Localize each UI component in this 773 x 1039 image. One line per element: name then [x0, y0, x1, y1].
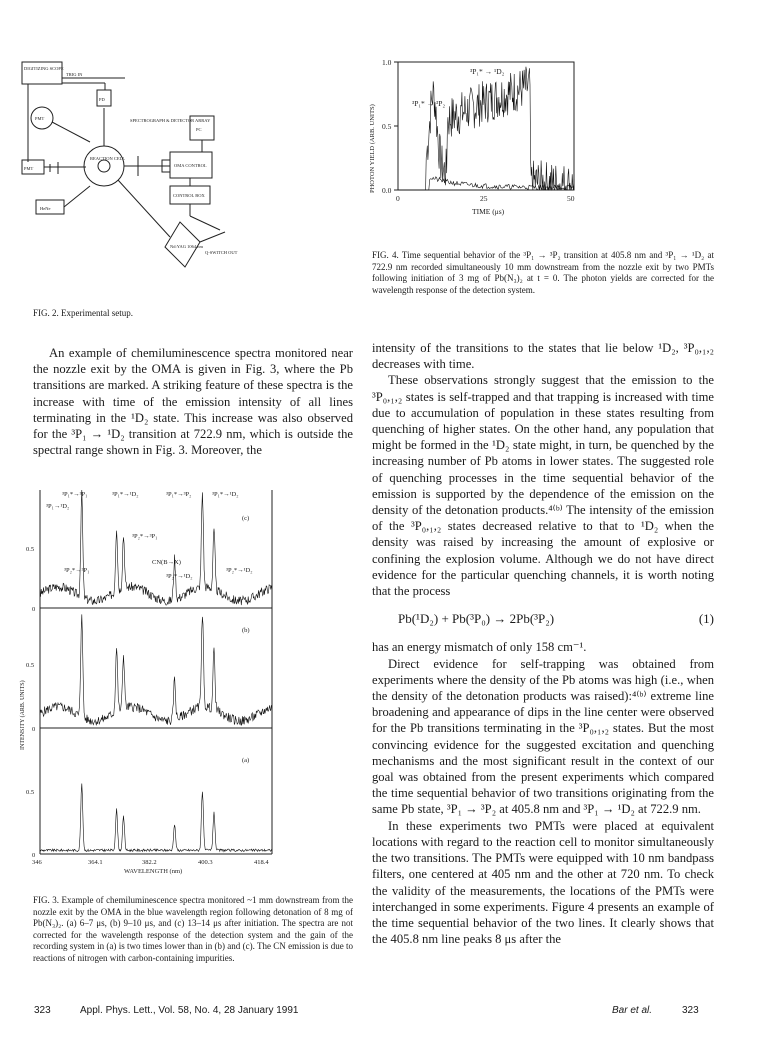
fig3-panel-c: (c)	[242, 515, 250, 522]
equation-1	[398, 611, 714, 627]
hene-label: HeNe	[40, 206, 51, 211]
oscope-label: DIGITIZING SCOPE	[24, 66, 64, 71]
fig3-spectra	[16, 480, 316, 875]
fig2-setup-diagram	[20, 52, 280, 277]
fig4-ytick-1: 1.0	[382, 58, 392, 67]
fig4-frame	[398, 62, 574, 190]
right-column-text	[372, 340, 714, 947]
fig3-top-ann-1: ³P₁*→³P₁	[62, 491, 88, 498]
fig3-cn-ann: CN(B→X)	[152, 559, 181, 566]
fig3-ytick-a0: 0	[32, 852, 36, 859]
fig3-ytick-b05: 0.5	[26, 662, 35, 669]
pd-label: PD	[99, 97, 105, 102]
pc-label: PC	[196, 127, 202, 132]
fig3-ytick-c05: 0.5	[26, 546, 35, 553]
fig3-mid-ann: ³P₂*→³P₁	[132, 533, 158, 540]
fig4-series-upper	[398, 67, 574, 190]
fig3-left-ann: ³P₁→¹D₂	[46, 503, 70, 510]
fig3-top-ann-3: ³P₁*→³P₂	[166, 491, 192, 498]
oma-label: OMA CONTROL	[174, 163, 207, 168]
fig4-ylabel: PHOTON YIELD (ARB. UNITS)	[369, 104, 376, 193]
fig3-ylabel: INTENSITY (ARB. UNITS)	[20, 680, 26, 750]
fig4-xtick-25: 25	[480, 194, 488, 203]
fig4-annotation-lower: ³P₁* → ³P₂	[412, 99, 446, 108]
qswitch-label: Q-SWITCH OUT	[205, 250, 238, 255]
fig3-xtick-3: 382.2	[142, 859, 157, 866]
equation-number: (1)	[698, 611, 714, 627]
fig3-ytick-c0: 0	[32, 606, 36, 613]
fig3-xtick-2: 364.1	[88, 859, 103, 866]
spectrograph-label: SPECTROGRAPH & DETECTOR ARRAY	[130, 118, 211, 123]
fig3-ytick-b0: 0	[32, 726, 36, 733]
fig3-spectrum-c	[40, 490, 272, 605]
footer-authors: Bar et al.	[612, 1005, 653, 1016]
fig3-xlabel: WAVELENGTH (nm)	[124, 868, 183, 875]
right-paragraph-2: These observations strongly suggest that the emission to the ³P₀,₁,₂ states is self-trapped and that trapping is increased with time due to accumulation of population in these states resulting from quenching of higher states. On the other hand, any population that might be formed in the ¹D₂ state might, in turn, be quenched by the increasing number of Pb atoms in lower states. The suggested role of quenching processes in the time sequential behavior of the emission is supported by the dependence of the emission on the density of the detonation products.⁴⁽ᵇ⁾ The intensity of the emission of the ³P₀,₁,₂ states decreased relative to that to ¹D₂ when the density was raised by increasing the amount of explosive or confining the explosion volume. Although we do not have direct evidence for the particular quenching channels, it is worth noting that the process	[372, 373, 714, 599]
fig3-xtick-1: 346	[32, 859, 42, 866]
fig4-xtick-50: 50	[567, 194, 575, 203]
right-paragraph-4: Direct evidence for self-trapping was obtained from experiments where the density of the Pb atoms was high (i.e., when the density of the detonation products was raised):⁴⁽ᵇ⁾ extreme line broadening and appearance of dips in the line center were observed for the Pb transitions terminating in the ³P₀,₁,₂ states. But the most convincing evidence for the suggested excitation and quenching mechanisms and the most significant result in the context of our goal was obtained from the present experiments which compared the time sequential behavior of two transitions originating from the same Pb state, ³P₁ → ³P₂ at 405.8 nm and ³P₁ → ¹D₂ at 722.9 nm.	[372, 656, 714, 817]
fig3-xtick-5: 418.4	[254, 859, 269, 866]
yag-label: Nd:YAG 1064 nm	[170, 244, 204, 249]
fig2-caption: FIG. 2. Experimental setup.	[33, 308, 133, 318]
fig4-xlabel: TIME (μs)	[472, 207, 505, 216]
control-label: CONTROL BOX	[173, 193, 205, 198]
footer-journal: Appl. Phys. Lett., Vol. 58, No. 4, 28 January 1991	[80, 1005, 299, 1016]
fig3-spectrum-a	[40, 784, 272, 852]
equation-body: Pb(¹D₂) + Pb(³P₀) → 2Pb(³P₂)	[398, 611, 555, 627]
fig4-ytick-0: 0.0	[382, 186, 392, 195]
right-paragraph-5: In these experiments two PMTs were placed at equivalent locations with regard to the reaction cell to monitor simultaneously the two transitions. The PMTs were equipped with 10 nm bandpass filters, one centered at 405 nm and the other at 720 nm. To check the validity of the measurements, the locations of the PMTs were interchanged in some experiments. Figure 4 presents an example of the time sequential behavior of the two lines. It clearly shows that the 405.8 nm line peaks 8 μs after the	[372, 818, 714, 947]
fig3-low-ann-2: ³P₂*→¹D₂	[166, 573, 193, 580]
fig3-xtick-4: 400.3	[198, 859, 213, 866]
pmt-top-label: PMT	[35, 116, 45, 121]
footer-right-page: 323	[682, 1005, 699, 1016]
trig-label: TRIG IN	[66, 72, 83, 77]
right-paragraph-3: has an energy mismatch of only 158 cm⁻¹.	[372, 640, 587, 655]
fig3-caption: FIG. 3. Example of chemiluminescence spectra monitored ~1 mm downstream from the nozzle exit by the OMA in the blue wavelength region following detonation of 8 mg of Pb(N₃)₂. (a) 6–7 μs, (b) 9–10 μs, and (c) 13–14 μs after initiation. The spectra are not corrected for the wavelength response of the detection system and the gain of the recording system in (a) is two times lower than in (b) and (c). The CN emission is due to reactions of nitrogen with carbon-containing impurities.	[33, 895, 353, 963]
fig3-low-ann-3: ³P₂*→¹D₂	[226, 567, 253, 574]
fig4-plot	[360, 48, 600, 226]
fig3-top-ann-2: ³P₁*→¹D₂	[112, 491, 139, 498]
fig3-spectrum-b	[40, 614, 272, 725]
fig4-xtick-0: 0	[396, 194, 400, 203]
fig3-low-ann-1: ³P₂*→³P₁	[64, 567, 90, 574]
fig3-top-ann-4: ³P₁*→¹D₂	[212, 491, 239, 498]
fig4-ytick-05: 0.5	[382, 122, 392, 131]
fig3-panel-b: (b)	[242, 627, 250, 634]
left-column-text	[33, 345, 353, 458]
fig4-caption: FIG. 4. Time sequential behavior of the ³P₁ → ³P₂ transition at 405.8 nm and ³P₁ → ¹D₂ at 722.9 nm recorded simultaneously 10 mm downstream from the nozzle exit by two PMTs following initiation of 3 mg of Pb(N₃)₂ at t = 0. The photon yields are corrected for the wavelength response of the detection system.	[372, 250, 714, 295]
right-paragraph-1: intensity of the transitions to the states that lie below ¹D₂, ³P₀,₁,₂ decreases with time.	[372, 341, 714, 372]
footer-left-page: 323	[34, 1005, 51, 1016]
left-paragraph: An example of chemiluminescence spectra monitored near the nozzle exit by the OMA is given in Fig. 3, where the Pb transitions are marked. A striking feature of these spectra is the increase with time of the emission intensity of all lines terminating in the ¹D₂ state. This increase was also observed for the ³P₁ → ¹D₂ transition at 722.9 nm, which is outside the spectral range shown in Fig. 3. Moreover, the	[33, 346, 353, 458]
fig3-ytick-a05: 0.5	[26, 789, 35, 796]
fig4-annotation-upper: ³P₁* → ¹D₂	[470, 67, 505, 76]
fig3-panel-a: (a)	[242, 757, 250, 764]
pmt-left-label: PMT	[24, 166, 34, 171]
reaction-label: REACTION CELL	[90, 156, 126, 161]
